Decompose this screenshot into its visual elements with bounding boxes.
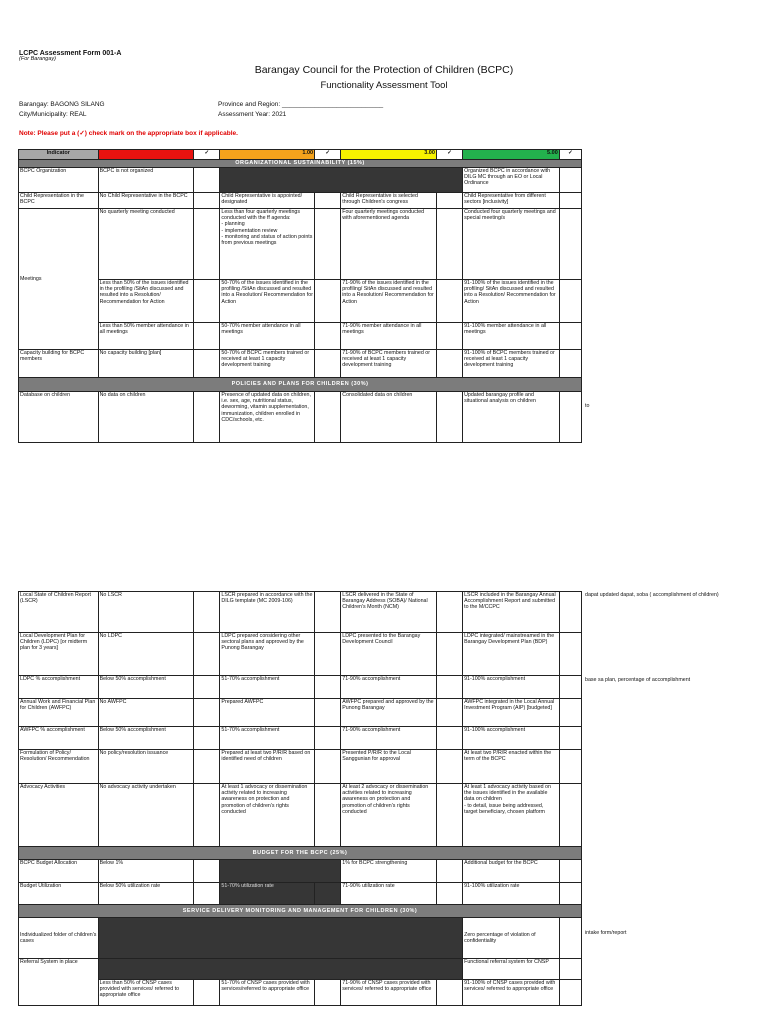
check-box[interactable] bbox=[436, 209, 462, 280]
check-box[interactable] bbox=[436, 350, 462, 378]
criteria-cell: Presented P/R/R to the Local Sanggunian for approval bbox=[341, 750, 437, 784]
check-box[interactable] bbox=[559, 860, 581, 883]
criteria-cell: 50-70% of BCPC members trained or received at least 1 capacity development training bbox=[220, 350, 315, 378]
margin-note: to bbox=[585, 403, 590, 409]
criteria-cell: No policy/resolution issuance bbox=[98, 750, 194, 784]
indicator-cell: Annual Work and Financial Plan for Children (AWFPC) bbox=[19, 699, 99, 727]
table-row bbox=[19, 959, 582, 980]
province-field: Province and Region: ____________________________ bbox=[218, 101, 384, 108]
criteria-cell: 71-90% of CNSP cases provided with services/ referred to appropriate office bbox=[341, 980, 437, 1006]
criteria-cell: Child Representative is selected through Children's congress bbox=[341, 193, 437, 209]
criteria-cell: Zero percentage of violation of confidentiality bbox=[463, 918, 560, 959]
table-row bbox=[19, 883, 582, 905]
check-box[interactable] bbox=[559, 699, 581, 727]
score-3-header: 3.00 bbox=[341, 150, 437, 160]
criteria-cell: No capacity building [plan] bbox=[98, 350, 194, 378]
check-box[interactable] bbox=[194, 699, 220, 727]
na-cell bbox=[98, 918, 463, 959]
criteria-cell: AWFPC prepared and approved by the Punong Barangay bbox=[341, 699, 437, 727]
criteria-cell: BCPC is not organized bbox=[98, 168, 194, 193]
criteria-cell: At least 2 advocacy or dissemination activities related to increasing awareness on protection and promotion of children's rights conducted bbox=[341, 784, 437, 847]
form-id: LCPC Assessment Form 001-A bbox=[19, 50, 122, 57]
criteria-cell: 91-100% of CNSP cases provided with services/ referred to appropriate office bbox=[463, 980, 560, 1006]
check-box[interactable] bbox=[315, 392, 341, 443]
indicator-cell: LDPC % accomplishment bbox=[19, 676, 99, 699]
check-box[interactable] bbox=[436, 193, 462, 209]
check-box[interactable] bbox=[194, 676, 220, 699]
check-box[interactable] bbox=[436, 980, 462, 1006]
score-red-header bbox=[98, 150, 194, 160]
check-box[interactable] bbox=[559, 676, 581, 699]
criteria-cell: No advocacy activity undertaken bbox=[98, 784, 194, 847]
criteria-cell: No LSCR bbox=[98, 592, 194, 633]
indicator-cell: Meetings bbox=[19, 209, 99, 350]
check-box[interactable] bbox=[194, 750, 220, 784]
indicator-cell: Database on children bbox=[19, 392, 99, 443]
check-box[interactable] bbox=[315, 323, 341, 350]
indicator-cell: Child Representation in the BCPC bbox=[19, 193, 99, 209]
criteria-cell: 91-100% accomplishment bbox=[463, 676, 560, 699]
check-box[interactable] bbox=[194, 883, 220, 905]
criteria-cell: LDPC integrated/ mainstreamed in the Barangay Development Plan (BDP) bbox=[463, 633, 560, 676]
criteria-cell: LDPC prepared considering other sectoral plans and approved by the Punong Barangay bbox=[220, 633, 315, 676]
criteria-cell: Conducted four quarterly meetings and special meeting/s bbox=[463, 209, 560, 280]
table-row bbox=[19, 860, 582, 883]
table-row bbox=[19, 392, 582, 443]
section-header: POLICIES AND PLANS FOR CHILDREN (30%) bbox=[19, 378, 582, 392]
na-cell bbox=[220, 860, 341, 883]
document-title: Barangay Council for the Protection of Children (BCPC) bbox=[254, 64, 514, 76]
check-box[interactable] bbox=[559, 392, 581, 443]
check-box[interactable] bbox=[436, 784, 462, 847]
section-header: ORGANIZATIONAL SUSTAINABILITY (15%) bbox=[19, 160, 582, 168]
check-header: ✓ bbox=[559, 150, 581, 160]
indicator-cell: BCPC Budget Allocation bbox=[19, 860, 99, 883]
criteria-cell: Below 50% utilization rate bbox=[98, 883, 194, 905]
table-row bbox=[19, 633, 582, 676]
check-box[interactable] bbox=[194, 209, 220, 280]
table-row bbox=[19, 350, 582, 378]
criteria-cell: Functional referral system for CNSP bbox=[463, 959, 560, 980]
check-box[interactable] bbox=[559, 592, 581, 633]
criteria-cell: Consolidated data on children bbox=[341, 392, 437, 443]
table-row bbox=[19, 168, 582, 193]
criteria-cell: 71-90% utilization rate bbox=[341, 883, 437, 905]
check-box[interactable] bbox=[559, 918, 581, 959]
criteria-cell: Organized BCPC in accordance with DILG MC through an EO or Local Ordinance bbox=[463, 168, 560, 193]
check-box[interactable] bbox=[194, 323, 220, 350]
check-box[interactable] bbox=[315, 699, 341, 727]
check-box[interactable] bbox=[559, 193, 581, 209]
score-1-header: 1.00 bbox=[220, 150, 315, 160]
table-row bbox=[19, 699, 582, 727]
check-box[interactable] bbox=[315, 193, 341, 209]
check-box[interactable] bbox=[559, 784, 581, 847]
criteria-cell: At least two P/R/R enacted within the term of the BCPC bbox=[463, 750, 560, 784]
check-box[interactable] bbox=[194, 633, 220, 676]
check-box[interactable] bbox=[315, 750, 341, 784]
table-header-row bbox=[19, 150, 582, 160]
indicator-cell: Local Development Plan for Children (LDPC) [or midterm plan for 3 years] bbox=[19, 633, 99, 676]
check-box[interactable] bbox=[559, 883, 581, 905]
criteria-cell: 51-70% utilization rate bbox=[220, 883, 315, 905]
criteria-cell: Additional budget for the BCPC bbox=[463, 860, 560, 883]
check-box[interactable] bbox=[194, 860, 220, 883]
criteria-cell: Below 1% bbox=[98, 860, 194, 883]
check-box[interactable] bbox=[194, 392, 220, 443]
criteria-cell: 91-100% accomplishment bbox=[463, 727, 560, 750]
check-box[interactable] bbox=[315, 592, 341, 633]
criteria-cell: Presence of updated data on children, i.e. sex, age, nutritional status, deworming, vitamin supplementation, immunization, children enrolled in CDC/schools, etc. bbox=[220, 392, 315, 443]
margin-note: intake form/report bbox=[585, 930, 627, 936]
check-box[interactable] bbox=[559, 280, 581, 323]
criteria-cell: No AWFPC bbox=[98, 699, 194, 727]
criteria-cell: No quarterly meeting conducted bbox=[98, 209, 194, 280]
check-box[interactable] bbox=[436, 592, 462, 633]
criteria-cell: Child Representative from different sectors [inclusivity] bbox=[463, 193, 560, 209]
criteria-cell: 50-70% member attendance in all meetings bbox=[220, 323, 315, 350]
check-box[interactable] bbox=[559, 959, 581, 980]
check-box[interactable] bbox=[315, 980, 341, 1006]
indicator-cell: Individualized folder of children's cases bbox=[19, 918, 99, 959]
check-box[interactable] bbox=[559, 168, 581, 193]
indicator-cell: Local State of Children Report (LSCR) bbox=[19, 592, 99, 633]
check-box[interactable] bbox=[194, 168, 220, 193]
criteria-cell: No Child Representative in the BCPC bbox=[98, 193, 194, 209]
na-cell bbox=[98, 959, 463, 980]
check-header: ✓ bbox=[315, 150, 341, 160]
criteria-cell: 91-100% utilization rate bbox=[463, 883, 560, 905]
criteria-cell: LSCR prepared in accordance with the DILG template (MC 2009-106) bbox=[220, 592, 315, 633]
check-box[interactable] bbox=[315, 280, 341, 323]
criteria-cell: 71-90% accomplishment bbox=[341, 727, 437, 750]
indicator-cell: Referral System in place bbox=[19, 959, 99, 1006]
check-box[interactable] bbox=[559, 750, 581, 784]
criteria-cell: AWFPC integrated in the Local Annual Investment Program (AIP) [budgeted] bbox=[463, 699, 560, 727]
check-box[interactable] bbox=[559, 633, 581, 676]
na-cell bbox=[220, 168, 463, 193]
table-row bbox=[19, 280, 582, 323]
criteria-cell: 71-90% of the issues identified in the profiling/ SitAn discussed and resulted into a Resolution/ Recommendation for Action bbox=[341, 280, 437, 323]
criteria-cell: 51-70% accomplishment bbox=[220, 676, 315, 699]
indicator-cell: Budget Utilization bbox=[19, 883, 99, 905]
check-box[interactable] bbox=[436, 280, 462, 323]
assessment-table-part2 bbox=[18, 591, 582, 1006]
indicator-cell: AWFPC % accomplishment bbox=[19, 727, 99, 750]
margin-note: dapat updated dapat, soba ( accomplishment of children) bbox=[585, 592, 719, 598]
check-box[interactable] bbox=[315, 633, 341, 676]
check-box[interactable] bbox=[315, 676, 341, 699]
check-box[interactable] bbox=[194, 980, 220, 1006]
check-box[interactable] bbox=[559, 350, 581, 378]
indicator-header: Indicator bbox=[19, 150, 99, 160]
check-box[interactable] bbox=[436, 633, 462, 676]
check-box[interactable] bbox=[194, 727, 220, 750]
city-field: City/Municipality: REAL bbox=[19, 111, 87, 118]
table-row bbox=[19, 323, 582, 350]
check-box[interactable] bbox=[315, 727, 341, 750]
criteria-cell: Less than 50% member attendance in all meetings bbox=[98, 323, 194, 350]
assessment-year: Assessment Year: 2021 bbox=[218, 111, 287, 118]
criteria-cell: Below 50% accomplishment bbox=[98, 727, 194, 750]
criteria-cell: Below 50% accomplishment bbox=[98, 676, 194, 699]
criteria-cell: No LDPC bbox=[98, 633, 194, 676]
criteria-cell: At least 1 advocacy or dissemination activity related to increasing awareness on protection and promotion of children's rights conducted bbox=[220, 784, 315, 847]
check-box[interactable] bbox=[315, 350, 341, 378]
criteria-cell: 51-70% accomplishment bbox=[220, 727, 315, 750]
indicator-cell: Capacity building for BCPC members bbox=[19, 350, 99, 378]
check-box[interactable] bbox=[315, 209, 341, 280]
check-box[interactable] bbox=[436, 727, 462, 750]
criteria-cell: Four quarterly meetings conducted with aforementioned agenda bbox=[341, 209, 437, 280]
check-box[interactable] bbox=[194, 280, 220, 323]
na-cell bbox=[315, 883, 341, 905]
table-row bbox=[19, 727, 582, 750]
criteria-cell: Less than 50% of the issues identified in the profiling /SitAn discussed and resulted into a Resolution/ Recommendation for Action bbox=[98, 280, 194, 323]
document-subtitle: Functionality Assessment Tool bbox=[320, 80, 448, 91]
check-box[interactable] bbox=[436, 750, 462, 784]
criteria-cell: Prepared at least two P/R/R based on identified need of children bbox=[220, 750, 315, 784]
check-box[interactable] bbox=[559, 980, 581, 1006]
check-box[interactable] bbox=[315, 784, 341, 847]
check-header: ✓ bbox=[194, 150, 220, 160]
table-row bbox=[19, 676, 582, 699]
check-box[interactable] bbox=[194, 784, 220, 847]
table-row bbox=[19, 784, 582, 847]
criteria-cell: 50-70% of the issues identified in the profiling /SitAn discussed and resulted into a Resolution/ Recommendation for Action bbox=[220, 280, 315, 323]
criteria-cell: 91-100% of BCPC members trained or received at least 1 capacity development training bbox=[463, 350, 560, 378]
criteria-cell: 71-90% member attendance in all meetings bbox=[341, 323, 437, 350]
table-row bbox=[19, 193, 582, 209]
criteria-cell: 51-70% of CNSP cases provided with services/referred to appropriate office bbox=[220, 980, 315, 1006]
check-header: ✓ bbox=[436, 150, 462, 160]
instruction-note: Note: Please put a (✓) check mark on the appropriate box if applicable. bbox=[19, 130, 238, 137]
table-row bbox=[19, 592, 582, 633]
table-row bbox=[19, 209, 582, 280]
criteria-cell: LDPC presented to the Barangay Development Council bbox=[341, 633, 437, 676]
check-box[interactable] bbox=[436, 676, 462, 699]
check-box[interactable] bbox=[436, 392, 462, 443]
criteria-cell: 1% for BCPC strengthening bbox=[341, 860, 437, 883]
criteria-cell: LSCR included in the Barangay Annual Accomplishment Report and submitted to the M/CCPC bbox=[463, 592, 560, 633]
form-header bbox=[0, 0, 768, 150]
check-box[interactable] bbox=[436, 323, 462, 350]
margin-note: base sa plan, percentage of accomplishment bbox=[585, 677, 691, 683]
criteria-cell: 71-90% accomplishment bbox=[341, 676, 437, 699]
check-box[interactable] bbox=[436, 883, 462, 905]
section-header: SERVICE DELIVERY MONITORING AND MANAGEMENT FOR CHILDREN (30%) bbox=[19, 905, 582, 918]
barangay-field: Barangay: BAGONG SILANG bbox=[19, 101, 105, 108]
criteria-cell: Less than four quarterly meetings conducted with the ff agenda: - planning - implementation review - monitoring and status of action points from previous meetings bbox=[220, 209, 315, 280]
check-box[interactable] bbox=[559, 209, 581, 280]
table-row bbox=[19, 918, 582, 959]
criteria-cell: No data on children bbox=[98, 392, 194, 443]
criteria-cell: Child Representative is appointed/ designated bbox=[220, 193, 315, 209]
indicator-cell: Advocacy Activities bbox=[19, 784, 99, 847]
criteria-cell: 71-90% of BCPC members trained or received at least 1 capacity development training bbox=[341, 350, 437, 378]
criteria-cell: Less than 50% of CNSP cases provided with services/ referred to appropriate office bbox=[98, 980, 194, 1006]
check-box[interactable] bbox=[194, 193, 220, 209]
form-subtitle: (For Barangay) bbox=[19, 56, 56, 62]
criteria-cell: LSCR delivered in the State of Barangay Address (SOBA)/ National Children's Month (NCM) bbox=[341, 592, 437, 633]
check-box[interactable] bbox=[436, 860, 462, 883]
score-5-header: 5.00 bbox=[463, 150, 560, 160]
check-box[interactable] bbox=[194, 592, 220, 633]
table-row bbox=[19, 980, 582, 1006]
criteria-cell: Updated barangay profile and situational analysis on children bbox=[463, 392, 560, 443]
indicator-cell: BCPC Organization bbox=[19, 168, 99, 193]
check-box[interactable] bbox=[194, 350, 220, 378]
section-header: BUDGET FOR THE BCPC (25%) bbox=[19, 847, 582, 860]
check-box[interactable] bbox=[559, 323, 581, 350]
criteria-cell: At least 1 advocacy activity based on the issues identified in the available data on children - to detail, issue being addressed, target beneficiary, chosen platform bbox=[463, 784, 560, 847]
criteria-cell: 91-100% member attendance in all meetings bbox=[463, 323, 560, 350]
check-box[interactable] bbox=[559, 727, 581, 750]
assessment-table-part1 bbox=[18, 149, 582, 443]
indicator-cell: Formulation of Policy/ Resolution/ Recommendation bbox=[19, 750, 99, 784]
table-row bbox=[19, 750, 582, 784]
check-box[interactable] bbox=[436, 699, 462, 727]
criteria-cell: 91-100% of the issues identified in the profiling/ SitAn discussed and resulted into a Resolution/ Recommendation for Action bbox=[463, 280, 560, 323]
criteria-cell: Prepared AWFPC bbox=[220, 699, 315, 727]
